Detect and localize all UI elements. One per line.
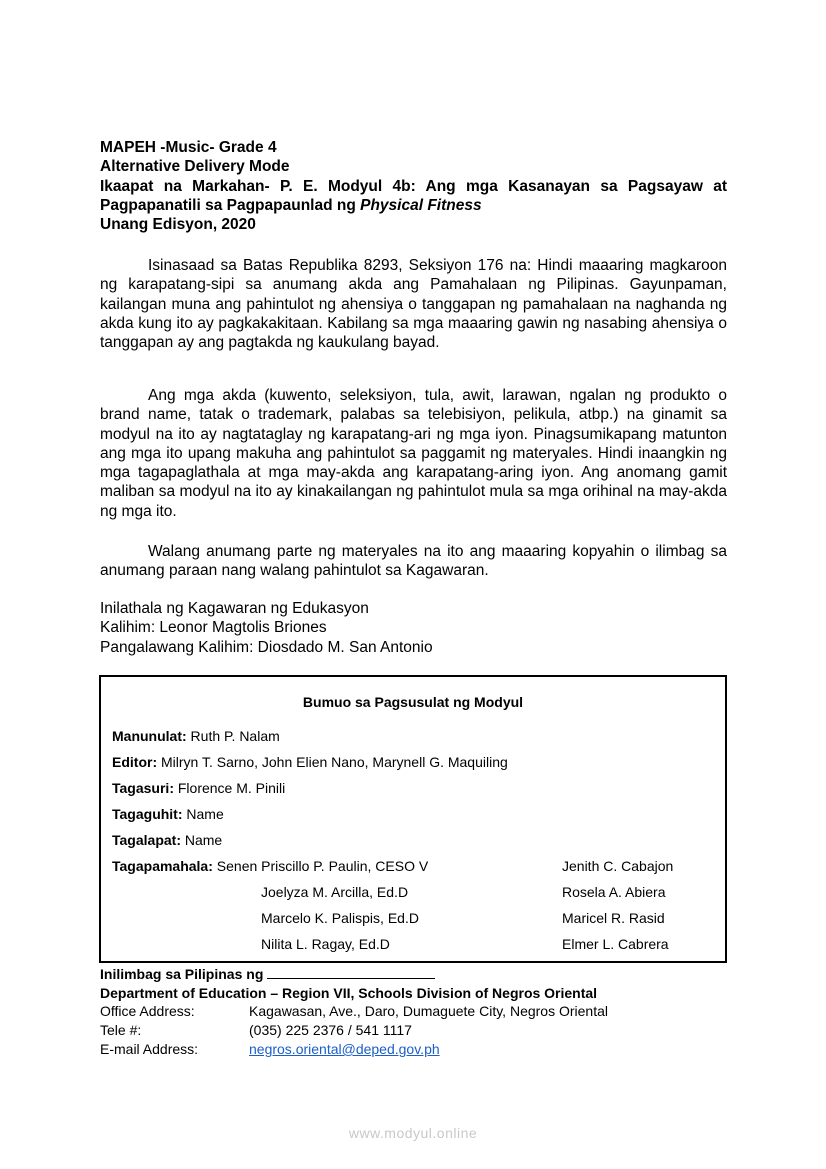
telephone-row: Tele #: (035) 225 2376 / 541 1117 bbox=[100, 1022, 412, 1038]
credit-editor: Editor: Milryn T. Sarno, John Elien Nano, Marynell G. Maquiling bbox=[112, 754, 508, 770]
credits-title: Bumuo sa Pagsusulat ng Modyul bbox=[302, 694, 524, 710]
publisher-info bbox=[100, 599, 433, 657]
credit-reviewer: Tagasuri: Florence M. Pinili bbox=[112, 780, 286, 796]
management-name: Jenith C. Cabajon bbox=[562, 858, 674, 874]
undersecretary-line: Pangalawang Kalihim: Diosdado M. San Antonio bbox=[100, 638, 433, 656]
subject-title: MAPEH -Music- Grade 4 bbox=[100, 139, 277, 156]
credits-box bbox=[99, 675, 727, 963]
module-title-line2: Pagpapanatili sa Pagpapaunlad ng Physical Fitness bbox=[100, 196, 482, 214]
management-name: Marcelo K. Palispis, Ed.D bbox=[261, 910, 419, 926]
copyright-paragraph-2: Ang mga akda (kuwento, seleksiyon, tula, awit, larawan, ngalan ng produkto o brand name, tatak o trademark, palabas sa telebisiyon, pelikula, atbp.) na ginamit sa modyul na ito ay nagtataglay ng karapatang-ari ng mga iyon. Pinagsumikapang matunton ang mga ito upang makuha ang pahintulot sa paggamit ng materyales. Hindi inaangkin ng mga tagapaglathala at mga may-akda ang karapatang-aring iyon. Ang anomang gamit maliban sa modyul na ito ay kinakailangan ng pahintulot mula sa mga orihinal na may-akda ng mga ito. bbox=[100, 387, 727, 520]
department-line: Department of Education – Region VII, Schools Division of Negros Oriental bbox=[100, 984, 598, 1001]
delivery-mode: Alternative Delivery Mode bbox=[100, 158, 290, 176]
management-name: Nilita L. Ragay, Ed.D bbox=[261, 936, 390, 952]
secretary-line: Kalihim: Leonor Magtolis Briones bbox=[100, 619, 327, 637]
document-page bbox=[100, 138, 727, 656]
management-name: Joelyza M. Arcilla, Ed.D bbox=[261, 884, 409, 900]
credit-management: Tagapamahala: Senen Priscillo P. Paulin, CESO V bbox=[112, 858, 429, 874]
footer-info bbox=[100, 965, 740, 1059]
printed-in-line: Inilimbag sa Pilipinas ng bbox=[100, 965, 740, 984]
office-address-row: Office Address: Kagawasan, Ave., Daro, Dumaguete City, Negros Oriental bbox=[100, 1003, 608, 1019]
email-row: E-mail Address: negros.oriental@deped.gov.ph bbox=[100, 1041, 440, 1057]
email-link[interactable]: negros.oriental@deped.gov.ph bbox=[249, 1041, 440, 1057]
management-name: Maricel R. Rasid bbox=[562, 910, 665, 926]
module-title-line1: Ikaapat na Markahan- P. E. Modyul 4b: Ang mga Kasanayan sa Pagsayaw at bbox=[100, 177, 727, 195]
management-name: Elmer L. Cabrera bbox=[562, 936, 669, 952]
publisher-line: Inilathala ng Kagawaran ng Edukasyon bbox=[100, 600, 369, 617]
copyright-paragraph-1: Isinasaad sa Batas Republika 8293, Seksiyon 176 na: Hindi maaaring magkaroon ng karapatang-sipi sa anumang akda ang Pamahalaan ng Pilipinas. Gayunpaman, kailangan muna ang pahintulot ng ahensiya o tanggapan ng pamahalaan na naghanda ng akda kung ito ay pagkakakitaan. Kabilang sa mga maaaring gawin ng nasabing ahensiya o tanggapan ay ang pagtakda ng kaukulang bayad. bbox=[100, 257, 727, 352]
watermark: www.modyul.online bbox=[348, 1125, 478, 1141]
edition: Unang Edisyon, 2020 bbox=[100, 216, 256, 234]
management-name: Rosela A. Abiera bbox=[562, 884, 666, 900]
credit-illustrator: Tagaguhit: Name bbox=[112, 806, 224, 822]
credit-layout: Tagalapat: Name bbox=[112, 832, 223, 848]
physical-fitness-italic: Physical Fitness bbox=[360, 196, 482, 214]
printer-blank bbox=[267, 966, 435, 979]
copyright-paragraph-3: Walang anumang parte ng materyales na ito ang maaaring kopyahin o ilimbag sa anumang paraan nang walang pahintulot sa Kagawaran. bbox=[100, 543, 727, 580]
credit-writer: Manunulat: Ruth P. Nalam bbox=[112, 728, 280, 744]
